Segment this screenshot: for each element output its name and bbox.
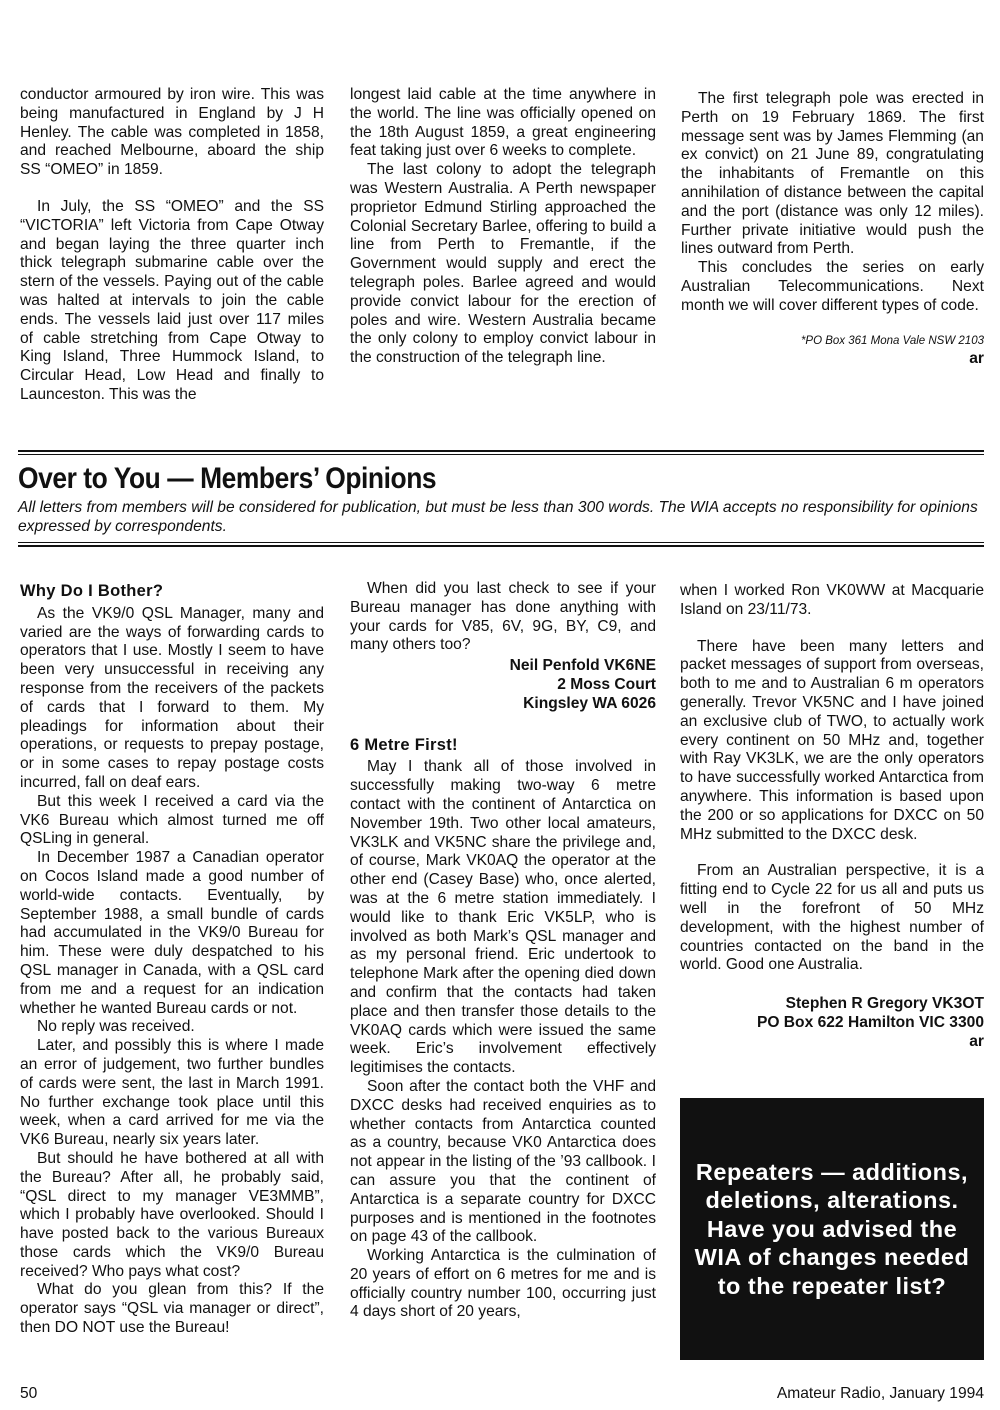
paragraph: No reply was received.	[37, 1018, 195, 1036]
paragraph: May I thank all of those involved in successfully making two-way 6 metre contact with the continent of Antarctica on November 19th. Two other local amateurs, VK3LK and VK5NC share the privilege and, of course, Mark VK0AQ the operator at the other end (Casey Base) who, once alerted, was at the 6 metre station immediately. I would like to thank Eric VK5LP, who is involved as both Mark’s QSL manager and as my personal friend. Eric undertook to telephone Mark after the opening died down and confirm that the contacts had taken place and then transfer those details to the VK0AQ cards which were issued the same week. Eric’s involvement effectively legitimises the contacts.	[350, 758, 656, 1077]
letter-heading: 6 Metre First!	[350, 735, 458, 754]
paragraph: The first telegraph pole was erected in Perth on 19 February 1869. The first message sent was by James Flemming (an ex convict) on 21 June 89, congratulating the inhabitants of Fremantle on this annihilation of distance between the capital and the port (distance was only 12 miles). Further private initiative would push the lines outward from Perth.	[681, 90, 984, 258]
signature-name: Stephen R Gregory VK3OT	[785, 995, 984, 1013]
paragraph: There have been many letters and packet messages of support from overseas, both to me and to Australian 6 m operators generally. Trevor VK5NC and I have joined an exclusive club of TWO, to actually work every continent on 50 MHz and, together with Ray VK3LK, we are the only operators to have successfully worked Antarctica from anywhere. This information is based upon the 200 or so applications for DXCC on 50 MHz submitted to the DXCC desk.	[680, 637, 984, 843]
end-mark: ar	[969, 350, 984, 368]
paragraph: What do you glean from this? If the operator says “QSL via manager or direct”, then DO NOT use the Bureau!	[20, 1281, 324, 1337]
author-address: *PO Box 361 Mona Vale NSW 2103	[800, 334, 984, 347]
divider-bottom	[18, 545, 984, 547]
letters-column-3	[680, 582, 984, 1052]
paragraph: From an Australian perspective, it is a fitting end to Cycle 22 for us all and puts us well in the forefront of 50 MHz development, with the highest number of countries contacted on the band in the world. Good one Australia.	[680, 862, 984, 974]
section-title: Over to You — Members’ Opinions	[18, 462, 437, 495]
paragraph: Soon after the contact both the VHF and DXCC desks had received enquiries as to whether contacts from Antarctica counted as a country, because VK0 Antarctica does not appear in the listing of the ’93 callbook. I can assure you that the continent of Antarctica is a separate country for DXCC purposes and is mentioned in the footnotes on page 43 of the callbook.	[350, 1077, 656, 1246]
paragraph: When did you last check to see if your Bureau manager has done anything with your cards for V85, 6V, 9G, BY, C9, and many others too?	[350, 580, 656, 654]
signature-address: Kingsley WA 6026	[523, 694, 656, 712]
paragraph: In December 1987 a Canadian operator on Cocos Island made a good number of world-wide contacts. Eventually, by September 1988, a small bundle of cards had accumulated in the VK9/0 Bureau for him. These were duly despatched to his QSL manager in Canada, with a QSL card from me and a request for an indication whether he wanted Bureau cards or not.	[20, 849, 324, 1017]
page-number: 50	[20, 1385, 38, 1402]
paragraph: The last colony to adopt the telegraph was Western Australia. A Perth newspaper proprietor Edmund Stirling approached the Colonial Secretary Barlee, offering to build a line from Perth to Fremantle, if the Government would supply and erect the telegraph poles. Barlee agreed and would provide convict labour for the erection of poles and wire. Western Australia became the only colony to employ convict labour in the construction of the telegraph line.	[350, 161, 656, 367]
section-intro: All letters from members will be considered for publication, but must be less than 300 words. The WIA accepts no responsibility for opinions expressed by correspondents.	[18, 499, 978, 535]
paragraph: But this week I received a card via the VK6 Bureau which almost turned me off QSLing in general.	[20, 792, 324, 848]
signature-address: 2 Moss Court	[557, 675, 656, 693]
divider-top-thin	[18, 454, 984, 455]
publication-issue: Amateur Radio, January 1994	[776, 1385, 984, 1402]
article-column-3	[681, 90, 984, 369]
paragraph: As the VK9/0 QSL Manager, many and varied are the ways of forwarding cards to operators that I use. Mostly I seem to have been very unsuccessful in receiving any response from the receivers of the packets of cards that I forward to them. My pleadings for information about their operations, or requests to prepay postage, or in some cases to repay postage costs incurred, fall on deaf ears.	[20, 604, 324, 791]
letter-heading: Why Do I Bother?	[20, 582, 164, 600]
paragraph: Later, and possibly this is where I made an error of judgement, two further bundles of cards were sent, the last in March 1991. No further exchange took place until this week, when a card arrived for me via the VK6 Bureau, nearly six years later.	[20, 1037, 324, 1149]
paragraph: This concludes the series on early Australian Telecommunications. Next month we will cover different types of code.	[681, 259, 984, 314]
letters-column-2	[350, 580, 656, 1322]
repeaters-notice-box	[680, 1098, 984, 1360]
paragraph: Working Antarctica is the culmination of 20 years of effort on 6 metres for me and is officially country number 100, occurring just 4 days short of 20 years,	[350, 1247, 656, 1321]
divider-top	[18, 450, 984, 452]
signature-name: Neil Penfold VK6NE	[509, 657, 656, 675]
paragraph: longest laid cable at the time anywhere in the world. The line was officially opened on the 18th August 1859, a great engineering feat taking just over 6 weeks to complete.	[350, 86, 656, 160]
article-column-2	[350, 86, 656, 368]
divider-bottom-thin	[18, 542, 984, 543]
paragraph: conductor armoured by iron wire. This was being manufactured in England by J H Henley. The cable was completed in 1858, and reached Melbourne, aboard the ship SS “OMEO” in 1859.	[20, 86, 324, 179]
paragraph: In July, the SS “OMEO” and the SS “VICTORIA” left Victoria from Cape Otway and began laying the three quarter inch thick telegraph submarine cable over the stern of the vessels. Paying out of the cable was halted at intervals to join the cable ends. The vessels laid just over 117 miles of cable stretching from Cape Otway to King Island, Three Hummock Island, to Circular Head, Low Head and finally to Launceston. This was the	[20, 197, 324, 403]
letters-column-1	[20, 582, 324, 1338]
paragraph: But should he have bothered at all with the Bureau? After all, he probably said, “QSL direct to my manager VE3MMB”, which I probably have overlooked. Should I have posted back to the various Bureaux those cards which the VK9/0 Bureau received? Who pays what cost?	[20, 1149, 324, 1280]
signature-address: PO Box 622 Hamilton VIC 3300	[756, 1013, 984, 1031]
article-column-1	[20, 86, 324, 405]
repeaters-notice-text: Repeaters — additions, deletions, alterations. Have you advised the WIA of changes needed to the repeater list?	[694, 1158, 970, 1299]
end-mark: ar	[969, 1032, 984, 1050]
paragraph: when I worked Ron VK0WW at Macquarie Island on 23/11/73.	[680, 582, 984, 618]
